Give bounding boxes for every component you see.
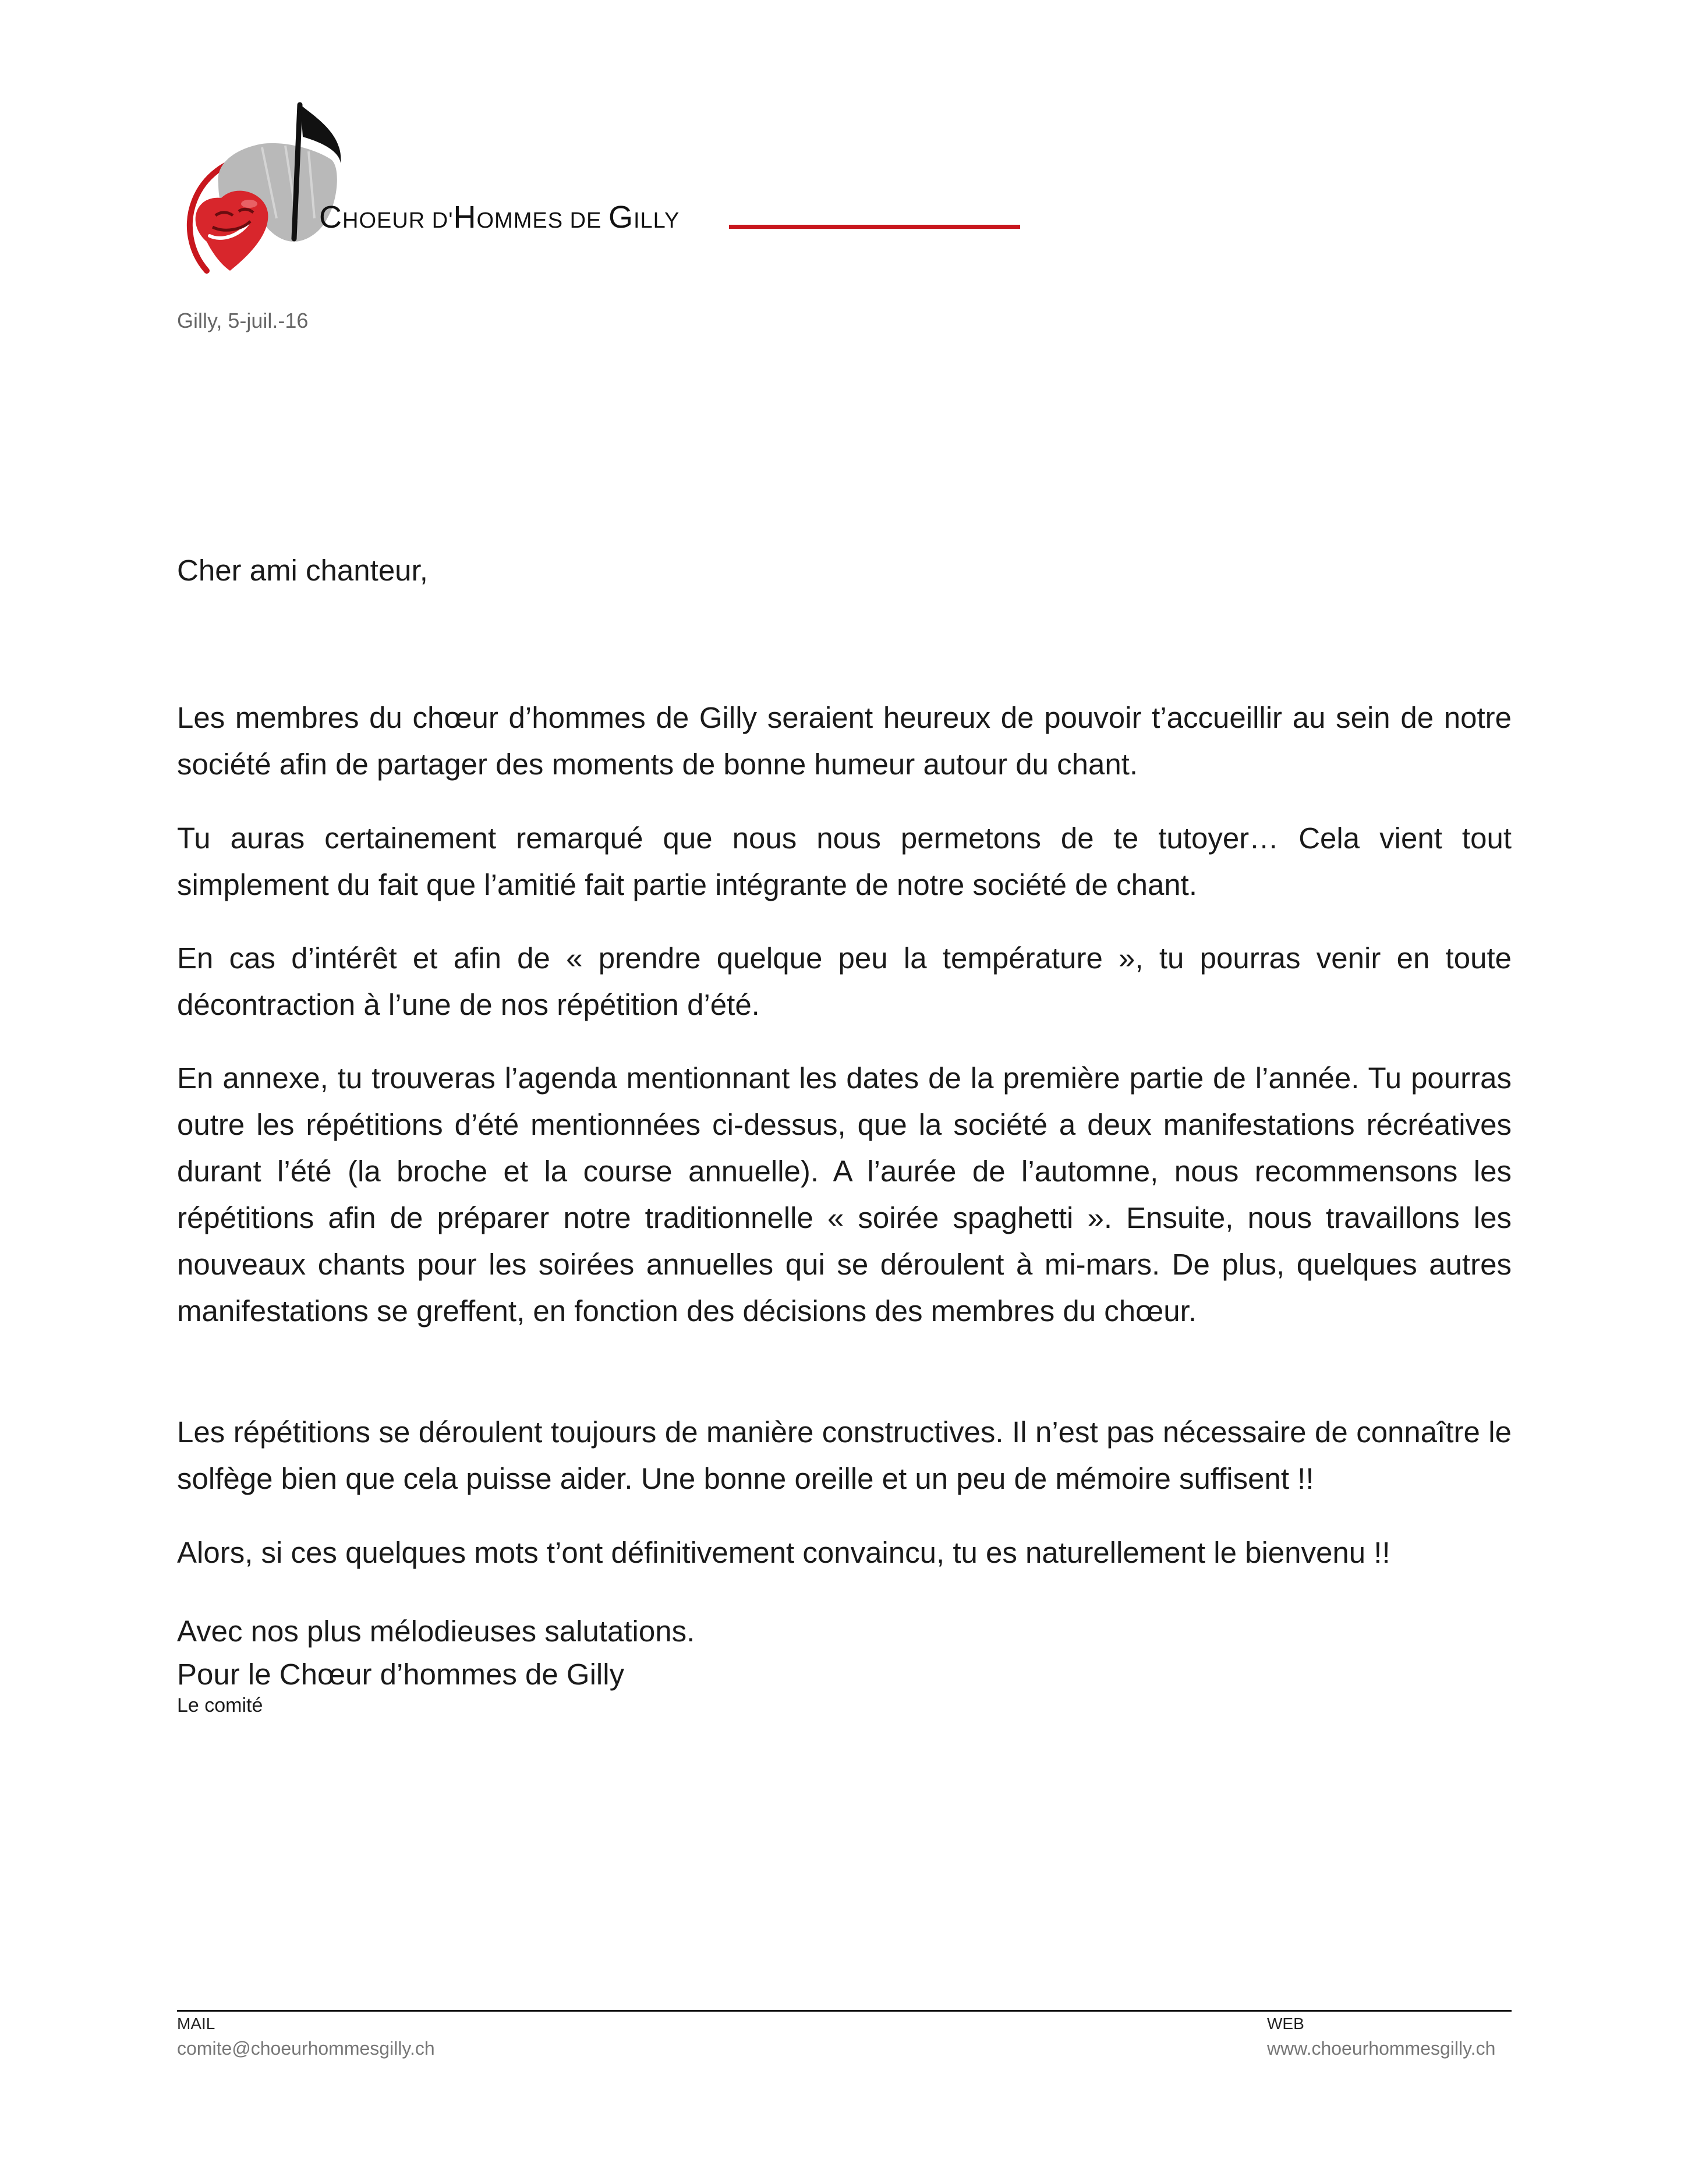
choir-logo xyxy=(175,96,437,291)
header-red-rule xyxy=(729,225,1020,229)
footer-web-label: WEB xyxy=(1267,2015,1304,2033)
letter-paragraph: Alors, si ces quelques mots t’ont définitivement convaincu, tu es naturellement le bienvenu !! xyxy=(177,1536,1390,1569)
organization-name: CHOEUR D'HOMMES DE GILLY xyxy=(319,200,680,235)
letter-paragraph: Tu auras certainement remarqué que nous nous permetons de te tutoyer… Cela vient tout simplement du fait que l’amitié fait partie intégrante de notre société de chant. xyxy=(177,822,1512,901)
closing-signature: Pour le Chœur d’hommes de Gilly xyxy=(177,1658,625,1691)
letter-paragraph: Les répétitions se déroulent toujours de manière constructives. Il n’est pas nécessaire de connaître le solfège bien que cela puisse aider. Une bonne oreille et un peu de mémoire suffisent !! xyxy=(177,1415,1512,1495)
letter-paragraph: Les membres du chœur d’hommes de Gilly seraient heureux de pouvoir t’accueillir au sein de notre société afin de partager des moments de bonne humeur autour du chant. xyxy=(177,701,1512,781)
letter-closing xyxy=(177,1610,1512,1696)
footer-mail-address[interactable]: comite@choeurhommesgilly.ch xyxy=(177,2038,435,2059)
footer-mail-label: MAIL xyxy=(177,2015,215,2033)
footer-rule xyxy=(177,2010,1512,2012)
footer-web-address[interactable]: www.choeurhommesgilly.ch xyxy=(1267,2038,1496,2059)
letter-date: Gilly, 5-juil.-16 xyxy=(177,309,309,332)
letter-paragraph: En annexe, tu trouveras l’agenda mentionnant les dates de la première partie de l’année. Tu pourras outre les répétitions d’été mentionnées ci-dessus, que la société a deux manifestations récréatives durant l’été (la broche et la course annuelle). A l’aurée de l’automne, nous recommensons les répétitions afin de préparer notre traditionnelle « soirée spaghetti ». Ensuite, nous travaillons les nouveaux chants pour les soirées annuelles qui se déroulent à mi-mars. De plus, quelques autres manifestations se greffent, en fonction des décisions des membres du chœur. xyxy=(177,1061,1512,1328)
letter-greeting: Cher ami chanteur, xyxy=(177,554,428,587)
closing-salutation: Avec nos plus mélodieuses salutations. xyxy=(177,1615,695,1648)
committee-signature: Le comité xyxy=(177,1694,263,1716)
letter-paragraph: En cas d’intérêt et afin de « prendre quelque peu la température », tu pourras venir en toute décontraction à l’une de nos répétition d’été. xyxy=(177,941,1512,1021)
